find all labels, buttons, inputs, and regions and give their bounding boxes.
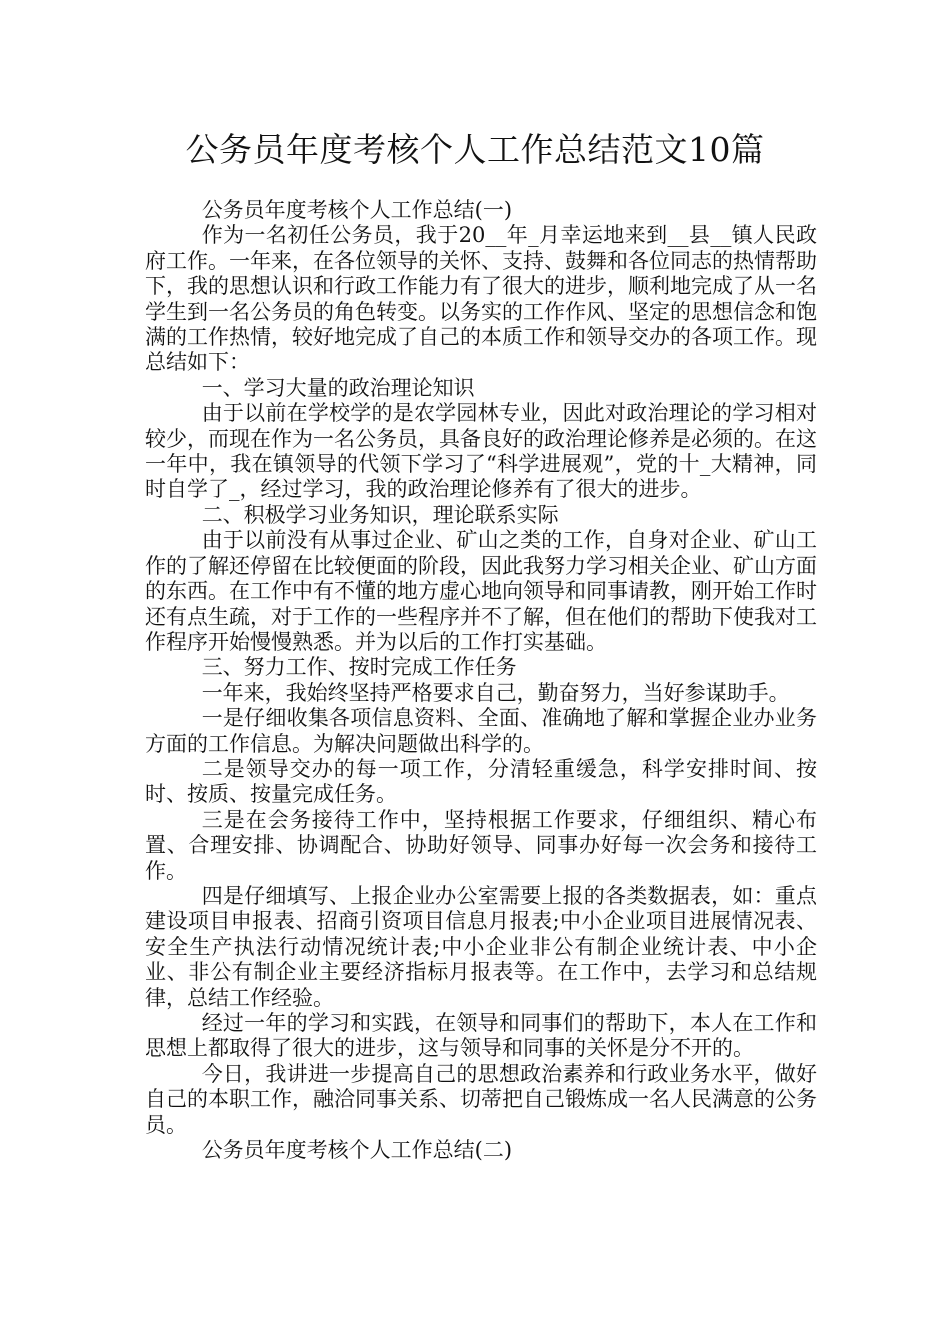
body-paragraph: 四是仔细填写、上报企业办公室需要上报的各类数据表，如：重点建设项目申报表、招商引资项目信息月报表;中小企业项目进展情况表、安全生产执法行动情况统计表;中小企业非公有制企业统计表、中小企业、非公有制企业主要经济指标月报表等。在工作中，去学习和总结规律，总结工作经验。 bbox=[145, 883, 817, 1010]
section-heading: 二、积极学习业务知识，理论联系实际 bbox=[201, 502, 559, 527]
section-heading: 公务员年度考核个人工作总结(一) bbox=[201, 198, 513, 222]
body-paragraph: 一年来，我始终坚持严格要求自己，勤奋努力，当好参谋助手。 bbox=[201, 680, 790, 705]
section-heading: 公务员年度考核个人工作总结(二) bbox=[201, 1138, 513, 1163]
body-paragraph: 由于以前没有从事过企业、矿山之类的工作，自身对企业、矿山工作的了解还停留在比较便面的阶段，因此我努力学习相关企业、矿山方面的东西。在工作中有不懂的地方虚心地向领导和同事请教，刚开始工作时还有点生疏，对于工作的一些程序并不了解，但在他们的帮助下使我对工作程序开始慢慢熟悉。并为以后的工作打实基础。 bbox=[145, 528, 817, 654]
document-body bbox=[145, 198, 817, 1163]
body-paragraph: 三是在会务接待工作中，坚持根据工作要求，仔细组织、精心布置、合理安排、协调配合、协助好领导、同事办好每一次会务和接待工作。 bbox=[145, 807, 817, 883]
body-paragraph: 作为一名初任公务员，我于20__年_月幸运地来到__县__镇人民政府工作。一年来，在各位领导的关怀、支持、鼓舞和各位同志的热情帮助下，我的思想认识和行政工作能力有了很大的进步，顺利地完成了从一名学生到一名公务员的角色转变。以务实的工作作风、坚定的思想信念和饱满的工作热情，较好地完成了自己的本质工作和领导交办的各项工作。现总结如下： bbox=[145, 223, 817, 375]
body-paragraph: 今日，我讲进一步提高自己的思想政治素养和行政业务水平，做好自己的本职工作，融洽同事关系、切蒂把自己锻炼成一名人民满意的公务员。 bbox=[145, 1061, 817, 1137]
section-heading: 一、学习大量的政治理论知识 bbox=[201, 375, 475, 400]
body-paragraph: 由于以前在学校学的是农学园林专业，因此对政治理论的学习相对较少，而现在作为一名公务员，具备良好的政治理论修养是必须的。在这一年中，我在镇领导的代领下学习了“科学进展观”，党的十_大精神，同时自学了_，经过学习，我的政治理论修养有了很大的进步。 bbox=[145, 401, 817, 502]
section-heading: 三、努力工作、按时完成工作任务 bbox=[201, 655, 517, 680]
body-paragraph: 一是仔细收集各项信息资料、全面、准确地了解和掌握企业办业务方面的工作信息。为解决问题做出科学的。 bbox=[145, 706, 817, 756]
body-paragraph: 经过一年的学习和实践，在领导和同事们的帮助下，本人在工作和思想上都取得了很大的进步，这与领导和同事的关怀是分不开的。 bbox=[145, 1011, 817, 1061]
document-title: 公务员年度考核个人工作总结范文10篇 bbox=[185, 130, 765, 169]
body-paragraph: 二是领导交办的每一项工作，分清轻重缓急，科学安排时间、按时、按质、按量完成任务。 bbox=[145, 756, 817, 807]
